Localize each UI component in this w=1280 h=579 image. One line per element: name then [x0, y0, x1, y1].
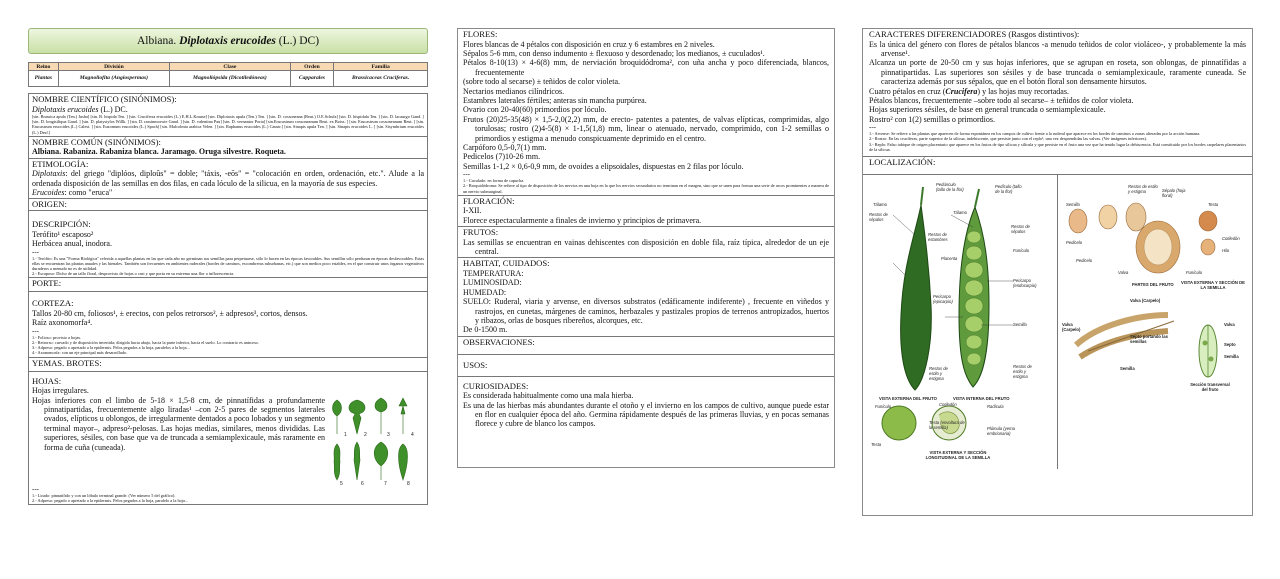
- fruit-illustration: [1058, 175, 1252, 469]
- seed-label: Testa (envoltura de la semilla): [929, 420, 965, 431]
- footnote: 1.- Folioso: provisto a hojas.: [32, 334, 82, 340]
- separator: ---: [32, 247, 39, 256]
- etym-species: Erucoides: [32, 187, 65, 197]
- fruit-label: Pedicelo: [1076, 258, 1093, 264]
- flores-section: [458, 29, 834, 196]
- footnote: 1.- Arvense: Se refiere a las plantas que aparecen de forma espontánea en los campos de cultivo frente a la ruderal que aparece en los bordes de caminos o zonas alteradas por la acción humana.: [869, 131, 1201, 137]
- section-heading: LOCALIZACIÓN:: [869, 156, 936, 167]
- corteza-section: [28, 292, 428, 357]
- pod-label: Restos de estilo y estigma: [1013, 364, 1032, 380]
- fruit-caption: VISTA EXTERNA Y SECCIÓN DE LA SEMILLA: [1181, 280, 1245, 291]
- synonyms-text: [sin. Brassica apula (Ten.) Jusba] [sin. B. hispida Ten. ] [sin. Cruciferra erucoides (L.) E.H.L.Krause] [sin. Diplotaxis apula (Ten.) Ten. ] [sin. D. cossoneana (Reut.) O.E.Schulz] [sin. D. hispidula Ten. ] [sin. D. lacaurgo Gand. ] [sin. D. longisiliqua Gand. ] [sin. D. platystylos Willk. ] [sin. D. rassinmorwie Gand. ] [sin. D. valentina Pau] [sin. D. vernantor Porta] [sin.Erucastrum cossoneanum Reut. ex Boiss. ] [sin. Erucastrum cossoneanum Reut. ] [sin. Erucastrum erucoides (L.) Calest. ] [sin. Euzomum erucoides (L.) Spach] [sin. Malcolmia arabica Velen. ] [sin. Raphanus erucoides (L.) Caustr.] [sin. Sinapis apula Ten. ] [sin. Sinapis erucoides L. ] [sin. Sisymbrium erucoides (L.) Desf.]: [32, 113, 424, 135]
- frutos-line: Las semillas se encuentran en vainas dehiscentes con disposición en doble fila, raíz típica, alrededor de un eje central.: [463, 237, 829, 257]
- footnote: 3.- Adpreso: pegado o apretado a la epidermis. Pelos pegados a la hoja, paralelos a la hoja...: [32, 345, 190, 351]
- footnote: 1.- Lirado: pinnatífido y con un lóbulo terminal grande. (Ver número 5 del gráfico).: [32, 492, 176, 498]
- title-author: (L.) DC): [275, 35, 320, 47]
- habitat-line: TEMPERATURA:: [463, 268, 524, 278]
- footnote: 2.- Escaposo: Dicho de un tallo floral, desprovisto de hojas o casi y que porta en su extremo una flor o inflorescencia.: [32, 271, 235, 277]
- title-common-name: Albiana.: [136, 35, 180, 47]
- flores-line: Frutos (20)25-35(48) × 1,5-2,0(2,2) mm, de erecto- patentes a patentes, de valvas elípticas, comprimidas, algo torulosas; rostro (2)4-5(8) × 1-1,5(1,8) mm, linear o atenuado, nervado, comprimido, con 1-2 semillas o primordios y estigma a menudo conspicuamente deprimido en el centro.: [463, 114, 829, 143]
- section-heading: FLORES:: [463, 29, 498, 39]
- pod-external: [901, 205, 932, 390]
- section-heading: ETIMOLOGÍA:: [32, 158, 89, 169]
- pod-caption: VISTA EXTERNA DEL FRUTO: [879, 396, 937, 402]
- seed-external: [882, 406, 916, 440]
- pod-label: Semilla: [1013, 322, 1027, 328]
- carac-line: Es la única del género con flores de pétalos blancos -a menudo teñidos de color violáceo-, y probablemente la más arvense¹.: [869, 39, 1246, 58]
- fruit-label: Pedicelo: [1066, 240, 1083, 246]
- yemas-section: [28, 358, 428, 372]
- carac-line: Hojas superiores sésiles, de base en general truncada o semiamplexicaule.: [869, 105, 1106, 115]
- leaf-shape-6: [354, 442, 360, 480]
- leaf-shape-1: [333, 400, 342, 434]
- separator: ---: [463, 170, 470, 179]
- pod-label: Pericarpo (endocarpio): [1013, 278, 1037, 289]
- taxonomy-table: [28, 62, 428, 87]
- footnote: 2.- Rostro: En las crucíferas, parte superior de la silicua, indehiscente, que persiste junto con el replo³, una vez desprendidas las valvas. (Ver imágenes inferiores).: [869, 136, 1147, 142]
- fruit-caption: Sección transversal del fruto: [1190, 382, 1230, 393]
- scientific-name: Diplotaxis erucoides: [32, 104, 99, 114]
- leaf-shapes-figure: [329, 396, 424, 486]
- tax-value: Capparales: [290, 71, 334, 87]
- origin-section: [28, 199, 428, 211]
- separator: ---: [869, 123, 876, 132]
- section-heading: YEMAS. BROTES:: [32, 357, 102, 368]
- separator: ---: [32, 484, 39, 493]
- fruit-label: Valva (Carpelo): [1062, 322, 1081, 333]
- carac-line: Rostro² con 1(2) semillas o primordios.: [869, 114, 995, 124]
- floracion-line: Florece espectacularmente a finales de invierno y principios de primavera.: [463, 215, 702, 225]
- hojas-line: Hojas irregulares.: [32, 386, 89, 396]
- footnote: 3.- Replo: Falso tabique de origen placentario que aparece en los frutos de tipo silicua y silícula y que persiste en el fruto una vez que ha tenido lugar la dehiscencia. Está constituido por los bordes carpelares placentarios de la silicua.: [869, 141, 1246, 152]
- left-sections: [28, 93, 428, 505]
- flores-line: Sépalos 5-6 mm, con denso indumento ± flexuoso y desordenado; los medianos, ± cuculados¹.: [463, 48, 765, 58]
- tax-header: Familia: [334, 63, 428, 71]
- habitat-section: [458, 258, 834, 336]
- flores-line: Ovario con 20-40(60) primordios por lóculo.: [463, 105, 607, 115]
- floracion-line: I-XII.: [463, 206, 482, 216]
- pod-label: Restos de estambres: [928, 232, 948, 243]
- footnote: 4.- Axonomorfa: con un eje principal más desarrollado.: [32, 350, 128, 356]
- page-right: [862, 28, 1253, 516]
- separator: ---: [32, 326, 39, 335]
- scientific-author: (L.) DC.: [98, 104, 128, 114]
- crucifera-term: Crucifera: [945, 86, 978, 96]
- pod-label: Tálamo: [873, 202, 887, 208]
- habitat-line: SUELO: Ruderal, viaria y arvense, en diversos substratos (edáficamente indiferente) , frecuente en viñedos y rastrojos, en cunetas, márgenes de caminos, herbazales y pastizales propios de terrenos antropizados, huertos y ribazos, orlas de bosques ribereños, alcorques, etc.: [463, 297, 829, 325]
- seed-label: Funículo: [875, 404, 892, 410]
- section-heading: USOS:: [463, 359, 488, 370]
- pod-label: Restos de estilo y estigma: [929, 366, 948, 382]
- pod-caption: VISTA INTERNA DEL FRUTO: [953, 396, 1010, 402]
- seed-drawing: [1126, 203, 1146, 231]
- habitat-line: De 0-1500 m.: [463, 325, 508, 335]
- fig-number: 4: [411, 431, 414, 438]
- scientific-name-section: [28, 93, 428, 137]
- curiosidades-section: [458, 377, 834, 430]
- etymology-section: [28, 159, 428, 200]
- tax-header: Orden: [290, 63, 334, 71]
- habitat-line: HUMEDAD:: [463, 287, 507, 297]
- fruit-label: Semilla: [1120, 366, 1135, 372]
- fruit-label: Septo: [1224, 342, 1236, 348]
- fruit-label: Restos de estilo y estigma: [1128, 184, 1158, 195]
- footnote: 2.- Broquidódroma: Se refiere al tipo de disposición de los nervios en una hoja en la que los nervios secundarios no terminan en el margen, sino que se unen para formar una serie de arcos prominentes a manera de un nervio submarginal.: [463, 183, 829, 194]
- section-heading: FRUTOS:: [463, 227, 499, 238]
- carac-line: Cuatro pétalos en cruz (: [869, 86, 946, 96]
- flores-line: (sobre todo al secarse) ± teñidos de color violeta.: [463, 77, 621, 87]
- fruit-label: Testa: [1208, 202, 1219, 208]
- flores-line: Pétalos 8-10(13) × 4-6(8) mm, de nerviación broquidódroma², con uña ancha y poco diferenciada, blancos, frecuentemente: [463, 58, 829, 77]
- pod-stalk: [975, 189, 979, 207]
- fruit-label: Valva: [1118, 270, 1129, 276]
- fruit-label: Sépalo (hoja floral): [1162, 188, 1186, 199]
- seed-drawing: [1069, 209, 1087, 233]
- desc-line: Terófito¹ escaposo²: [32, 229, 94, 239]
- fruit-label: Hilo: [1222, 248, 1230, 254]
- seed-drawing: [1199, 211, 1217, 231]
- etym-text: : del griego "diplóos, diploûs" = doble; "táxis, -eōs" = "colocación en orden, ordenación, etc.". Alude a la ordenada disposición de las semillas en dos filas, en cada lóculo de la silicua, en la mayoría de sus especies.: [32, 169, 424, 188]
- footnote: 2.- Adpreso: pegado o apretado a la epidermis. Pelos pegados a la hoja, paralelo a la hoja...: [32, 497, 189, 503]
- title-species: Diplotaxis erucoides: [179, 35, 276, 47]
- carac-line: Pétalos blancos, frecuentemente –sobre todo al secarse– ± teñidos de color violeta.: [869, 95, 1134, 105]
- flores-line: Nectarios medianos cilíndricos.: [463, 86, 565, 96]
- pod-label: Tálamo: [953, 210, 967, 216]
- leaf-shape-8: [399, 444, 408, 480]
- carac-line: Alcanza un porte de 20-50 cm y sus hojas inferiores, que se agrupan en roseta, son oblongas, de pinnatífidas a pinnatipartidas. Las superiores son sésiles y de base truncada o semiamplexicaule, raramente cuneada. Se caracteriza además por sus sépalos, que en el botón floral son densamente hirsutos.: [869, 58, 1246, 87]
- section-heading: NOMBRE CIENTÍFICO (SINÓNIMOS):: [32, 94, 177, 104]
- curio-line: Es una de las hierbas más abundantes durante el otoño y el invierno en los campos de cultivo, aunque puede estar en flor en cualquier época del año. Germina rápidamente después de las primeras lluvias, y en pocas semanas florece y cubre de blanco los campos.: [463, 400, 829, 429]
- fig-number: 3: [387, 431, 390, 438]
- description-section: [28, 211, 428, 278]
- common-name-section: [28, 137, 428, 159]
- fruit-label: Semilla: [1066, 202, 1080, 208]
- section-heading: PORTE:: [32, 278, 62, 289]
- fig-number: 6: [361, 480, 364, 486]
- tax-value: Magnoliópsida (Dicotiledóneas): [170, 71, 290, 87]
- flores-line: Pedicelos (7)10-26 mm.: [463, 152, 541, 162]
- section-heading: OBSERVACIONES:: [463, 336, 535, 347]
- seed-drawing: [1099, 205, 1117, 229]
- fruit-label: Cotiledón: [1222, 236, 1240, 242]
- section-heading: HABITAT, CUIDADOS:: [463, 258, 550, 269]
- fruit-label: Valva (Carpelo): [1130, 298, 1161, 304]
- etym-text: : como "eruca": [64, 187, 113, 197]
- section-heading: NOMBRE COMÚN (SINÓNIMOS):: [32, 136, 161, 147]
- section-heading: ORIGEN:: [32, 199, 67, 210]
- leaf-shape-3: [375, 398, 387, 434]
- footnote: 1.- Cuculado: en forma de capucha.: [463, 178, 525, 184]
- pod-label: Pedúnculo (tallo de la flor): [936, 182, 964, 193]
- seed-label: Plúmula (yema embrionaria): [987, 426, 1015, 437]
- footnote: 1.- Terófito: Es una "Forma Biológica" referida a aquellas plantas en las que cada año no germinan sus semillas para perpetuarse, sólo lo hacen en las épocas favorables. Sus semillas sólo perduran en épocas desfavorables. Estas ellas se encuentran las plantas anuales y las bienales. También son frecuentes en ambientes ruderales (bordes de caminos, escombreras ruburbanas, etc.) que son medios poco estables, en el que construir unos órganos vegetativos duraderos a menudo no es de utilidad.: [32, 255, 424, 272]
- flores-line: Flores blancas de 4 pétalos con disposición en cruz y 6 estambres en 2 niveles.: [463, 39, 715, 49]
- tax-header: Clase: [170, 63, 290, 71]
- pod-stalk: [921, 187, 923, 205]
- flores-line: Semillas 1-1,2 × 0,6-0,9 mm, de ovoides a elipsoidales, dispuestas en 2 filas por lóculo.: [463, 161, 744, 171]
- pod-label: Restos de sépalos: [1011, 224, 1030, 235]
- seed-caption: VISTA EXTERNA Y SECCIÓN LONGITUDINAL DE LA SEMILLA: [925, 450, 991, 461]
- fruit-label: Semilla: [1224, 354, 1239, 360]
- leaf-shape-7: [374, 442, 388, 480]
- observaciones-section: [458, 337, 834, 355]
- section-heading: CARACTERES DIFERENCIADORES (Rasgos distintivos):: [869, 29, 1080, 39]
- tax-value: Plantas: [29, 71, 59, 87]
- tax-header: Reino: [29, 63, 59, 71]
- section-heading: HOJAS:: [32, 375, 62, 386]
- localizacion-figures: [863, 174, 1252, 469]
- pod-label: Pericarpo (epicarpio): [933, 294, 953, 305]
- page-middle: [457, 28, 835, 468]
- seed-drawing: [1201, 239, 1215, 255]
- page-left: [28, 28, 428, 566]
- carac-line: ) y las hojas muy recortadas.: [977, 86, 1069, 96]
- hojas-section: [28, 372, 428, 505]
- section-heading: CORTEZA:: [32, 298, 74, 309]
- frutos-section: [458, 227, 834, 258]
- seed-label: Testa: [871, 442, 882, 448]
- section-heading: FLORACIÓN:: [463, 195, 515, 206]
- flores-line: Estambres laterales fértiles; anteras sin mancha purpúrea.: [463, 95, 647, 105]
- porte-section: [28, 278, 428, 292]
- section-heading: DESCRIPCIÓN:: [32, 219, 91, 230]
- fig-number: 8: [407, 480, 410, 486]
- usos-section: [458, 355, 834, 377]
- fruit-label: Valva: [1224, 322, 1235, 328]
- page-title: [28, 28, 428, 54]
- floracion-section: [458, 196, 834, 227]
- footnote: 2.- Retrorso: curvado y de disposición invertida; dirigida hacia abajo, hacia la parte inferior, hacia el suelo. Lo contrario es antrorso.: [32, 339, 259, 345]
- fig-number: 2: [364, 431, 367, 438]
- caracteres-section: [863, 29, 1252, 153]
- pod-label: Restos de sépalos: [869, 212, 888, 223]
- localizacion-header: [863, 156, 1252, 169]
- pod-label: Placenta: [941, 256, 958, 262]
- tax-value: Magnoliofita (Angiospermas): [58, 71, 169, 87]
- section-heading: CURIOSIDADES:: [463, 380, 529, 391]
- pod-label: Pedículo (tallo de la flor): [995, 184, 1022, 195]
- fruit-label: Funículo: [1186, 270, 1203, 276]
- tax-value: Brassicaceas Cruciferas.: [334, 71, 428, 87]
- fig-number: 5: [340, 480, 343, 486]
- corteza-line: Tallos 20-80 cm, foliosos¹, ± erectos, con pelos retrorsos², ± adpresos³, cortos, densos.: [32, 308, 308, 318]
- etym-genus: Diplotaxis: [32, 169, 66, 179]
- leaf-shape-5: [334, 444, 340, 480]
- common-names: Albiana. Rabaniza. Rabaniza blanca. Jaramago. Oruga silvestre. Roqueta.: [32, 147, 286, 157]
- flores-line: Carpóforo 0,5-0,7(1) mm.: [463, 142, 547, 152]
- pod-figure-pane: [863, 175, 1057, 469]
- fruit-figure-pane: [1057, 175, 1252, 469]
- seed-label: Cotiledón: [939, 402, 957, 408]
- seed-label: Radícula: [987, 404, 1004, 410]
- corteza-line: Raíz axonomorfa⁴.: [32, 318, 93, 328]
- habitat-line: LUMINOSIDAD:: [463, 278, 522, 288]
- fruit-label: Septo portando las semillas: [1130, 334, 1168, 345]
- pod-label: Funículo: [1013, 248, 1030, 254]
- tax-header: División: [58, 63, 169, 71]
- fruit-caption: PARTES DEL FRUTO: [1132, 282, 1174, 288]
- hojas-description: Hojas inferiores con el limbo de 5-18 × 1,5-8 cm, de pinnatífidas a profundamente pinnatipartidas, frecuentemente algo liradas¹ –con 2-5 pares de segmentos laterales ovados, elípticos u oblongos, de irregularmente dentados a poco lobados y un segmento terminal mayor–, adpreso²-pelosas. Las hojas medias, similares, menos divididas. Las superiores, sésiles, con base que va de truncada a semiamplexicaule, más raramente en forma de cuña (cuneada).: [32, 395, 325, 452]
- curio-line: Es considerada habitualmente como una mala hierba.: [463, 391, 634, 401]
- leaf-shape-4: [399, 398, 407, 434]
- desc-line: Herbácea anual, inodora.: [32, 239, 112, 249]
- leaf-shape-2: [349, 400, 365, 434]
- fig-number: 1: [344, 431, 347, 438]
- fig-number: 7: [384, 480, 387, 486]
